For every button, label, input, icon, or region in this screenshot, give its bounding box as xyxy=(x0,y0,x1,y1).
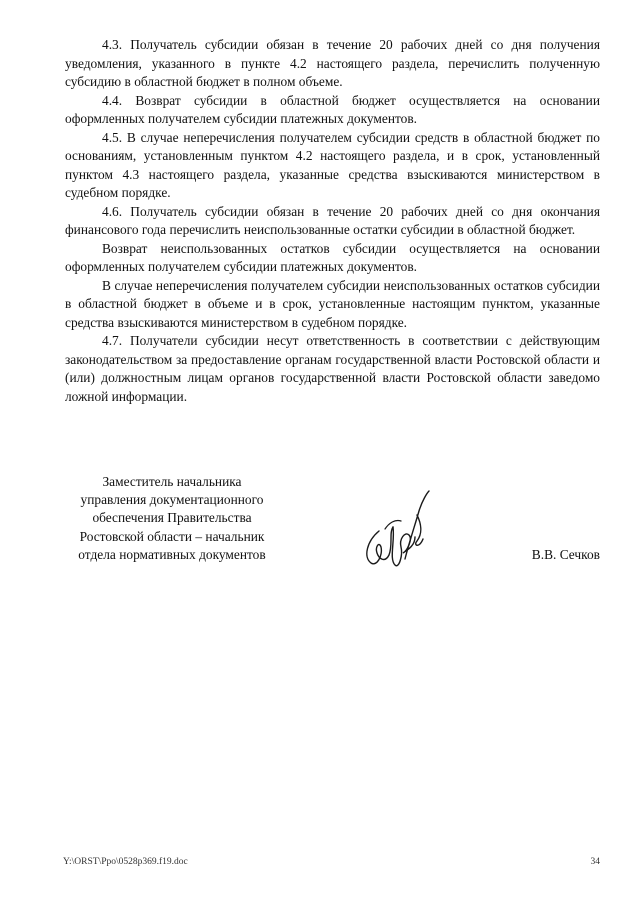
paragraph-4-7: 4.7. Получатели субсидии несут ответственность в соответствии с действующим законодательством за предоставление органам государственной власти Ростовской области и (или) должностным лицам органов государственной власти Ростовской области заведомо ложной информации. xyxy=(65,333,600,404)
handwritten-signature-icon xyxy=(359,489,433,569)
signatory-title-line: управления документационного xyxy=(80,492,264,508)
paragraph-4-3: 4.3. Получатель субсидии обязан в течение 20 рабочих дней со дня получения уведомления, указанного в пункте 4.2 настоящего раздела, перечислить полученную субсидию в областной бюджет в полном объеме. xyxy=(65,37,600,89)
paragraph-4-6-return: Возврат неиспользованных остатков субсидии осуществляется на основании оформленных получателем субсидии платежных документов. xyxy=(65,240,600,274)
document-body xyxy=(65,36,600,406)
paragraph-4-6: 4.6. Получатель субсидии обязан в течение 20 рабочих дней со дня окончания финансового года перечислить неиспользованные остатки субсидии в областной бюджет. xyxy=(65,203,600,237)
signatory-title-line: Ростовской области – начальник xyxy=(79,528,265,544)
paragraph-4-4: 4.4. Возврат субсидии в областной бюджет осуществляется на основании оформленных получателем субсидии платежных документов. xyxy=(65,92,600,126)
signatory-title-line: отдела нормативных документов xyxy=(78,546,266,562)
signatory-title-line: обеспечения Правительства xyxy=(92,510,252,526)
signatory-name: В.В. Сечков xyxy=(531,547,600,562)
file-path: Y:\ORST\Ppo\0528p369.f19.doc xyxy=(63,857,188,867)
paragraph-4-6-recovery: В случае неперечисления получателем субсидии неиспользованных остатков субсидии в областной бюджет в объеме и в срок, установленные настоящим пунктом, указанные средства взыскиваются министерством в судебном порядке. xyxy=(65,277,600,330)
page-number: 34 xyxy=(590,857,600,867)
signature-block xyxy=(65,473,600,573)
signatory-title-line: Заместитель начальника xyxy=(102,474,242,489)
paragraph-4-5: 4.5. В случае неперечисления получателем субсидии средств в областной бюджет по основаниям, установленным пунктом 4.2 настоящего раздела, и в срок, установленный пунктом 4.3 настоящего раздела, указанные средства взыскиваются министерством в судебном порядке. xyxy=(65,129,600,200)
signatory-title xyxy=(65,473,279,564)
